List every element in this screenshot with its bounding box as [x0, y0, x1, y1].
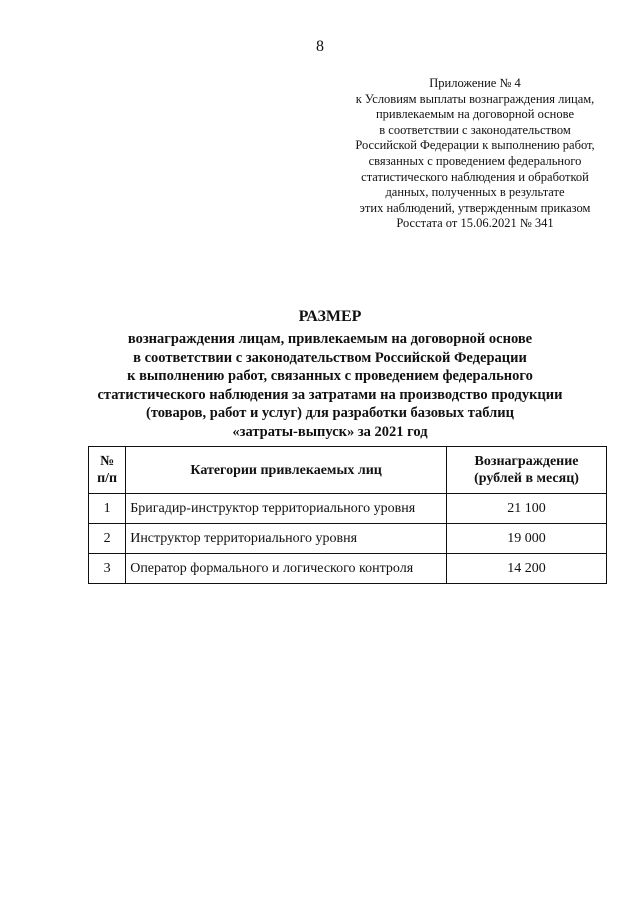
header-num	[89, 447, 126, 494]
header-pay-line1: Вознаграждение	[474, 454, 579, 469]
row-category: Инструктор территориального уровня	[126, 524, 447, 554]
row-pay: 21 100	[447, 494, 607, 524]
row-num: 1	[89, 494, 126, 524]
row-pay: 14 200	[447, 554, 607, 584]
appendix-line: Росстата от 15.06.2021 № 341	[396, 216, 554, 231]
title-main: РАЗМЕР	[298, 308, 362, 325]
title-line: статистического наблюдения за затратами на производство продукции	[97, 386, 563, 403]
header-category: Категории привлекаемых лиц	[126, 447, 447, 494]
appendix-line: статистического наблюдения и обработкой	[361, 169, 589, 184]
row-num: 3	[89, 554, 126, 584]
appendix-line: Приложение № 4	[429, 76, 521, 90]
table-header-row	[89, 447, 607, 494]
header-pay	[447, 447, 607, 494]
appendix-line: Российской Федерации к выполнению работ,	[355, 138, 595, 153]
row-pay: 19 000	[447, 524, 607, 554]
title-line: вознаграждения лицам, привлекаемым на договорной основе	[127, 331, 533, 347]
appendix-line: в соответствии с законодательством	[379, 122, 571, 137]
header-num-line1: №	[100, 454, 115, 469]
appendix-line: этих наблюдений, утвержденным приказом	[359, 200, 591, 215]
header-pay-line2: (рублей в месяц)	[474, 471, 579, 486]
appendix-note	[340, 76, 610, 232]
title-line: (товаров, работ и услуг) для разработки базовых таблиц	[146, 405, 514, 421]
title-line: к выполнению работ, связанных с проведением федерального	[127, 368, 533, 384]
table-row	[89, 524, 607, 554]
table-row	[89, 554, 607, 584]
appendix-line: к Условиям выплаты вознаграждения лицам,	[355, 91, 595, 106]
appendix-line: привлекаемым на договорной основе	[375, 107, 574, 122]
header-num-line2: п/п	[97, 471, 118, 486]
row-category: Бригадир-инструктор территориального уровня	[126, 494, 447, 524]
appendix-line: связанных с проведением федерального	[368, 153, 582, 168]
appendix-line: данных, полученных в результате	[385, 185, 565, 200]
table-row	[89, 494, 607, 524]
title-line: в соответствии с законодательством Российской Федерации	[133, 349, 527, 366]
page-number: 8	[316, 38, 324, 55]
row-category: Оператор формального и логического контроля	[126, 554, 447, 584]
row-num: 2	[89, 524, 126, 554]
document-title	[60, 308, 600, 441]
rates-table	[88, 446, 607, 584]
title-line: «затраты-выпуск» за 2021 год	[232, 423, 428, 440]
